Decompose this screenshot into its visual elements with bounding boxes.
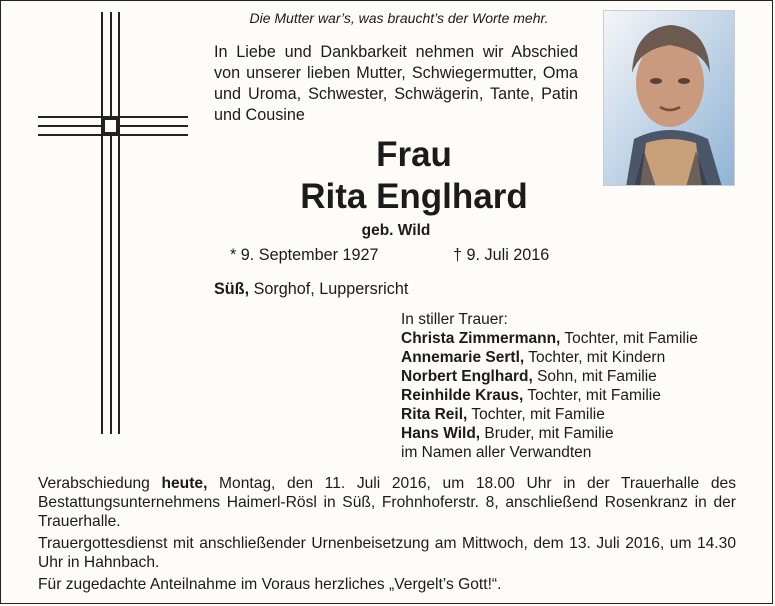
- thanks-paragraph: Für zugedachte Anteilnahme im Voraus herzliches „Vergelt’s Gott!“.: [38, 576, 502, 593]
- mourner-name: Hans Wild,: [401, 425, 481, 442]
- mourner-relation: Bruder, mit Familie: [480, 425, 614, 442]
- service-info: [38, 474, 736, 597]
- mourner-name: Reinhilde Kraus,: [401, 387, 524, 404]
- death-date: † 9. Juli 2016: [453, 246, 550, 264]
- mourner-name: Christa Zimmermann,: [401, 330, 561, 347]
- mourners-closing: im Namen aller Verwandten: [401, 444, 592, 461]
- mourner-relation: Sohn, mit Familie: [532, 368, 657, 385]
- place-line: [214, 280, 408, 299]
- birth-date: * 9. September 1927: [230, 246, 379, 264]
- motto: Die Mutter war’s, was braucht’s der Worte mehr.: [249, 10, 549, 26]
- farewell-bold: heute,: [161, 475, 208, 492]
- place-rest: Sorghof, Luppersricht: [249, 280, 409, 298]
- mourners-list: [401, 310, 761, 462]
- mourner-relation: Tochter, mit Familie: [560, 330, 698, 347]
- mourner-name: Annemarie Sertl,: [401, 349, 525, 366]
- mourner-relation: Tochter, mit Kindern: [524, 349, 666, 366]
- mourner-name: Norbert Englhard,: [401, 368, 533, 385]
- farewell-paragraph: [38, 474, 736, 531]
- mourner-name: Rita Reil,: [401, 406, 468, 423]
- mourner-row: [401, 348, 761, 367]
- mourner-row: [401, 405, 761, 424]
- portrait-photo: [603, 10, 735, 186]
- farewell-start: Verabschiedung: [38, 475, 162, 492]
- deceased-title: [214, 134, 614, 218]
- deceased-name: Rita Englhard: [300, 177, 528, 216]
- intro-text: In Liebe und Dankbarkeit nehmen wir Abschied von unserer lieben Mutter, Schwiegermutter, Oma und Uroma, Schwester, Schwägerin, Tante, Patin und Cousine: [214, 43, 578, 124]
- mourner-row: [401, 424, 761, 443]
- farewell-rest: Montag, den 11. Juli 2016, um 18.00 Uhr in der Trauerhalle des Bestattungsunternehmens Haimerl-Rösl in Süß, Frohnhoferstr. 8, anschließend Rosenkranz in der Trauerhalle.: [38, 475, 736, 530]
- mourner-row: [401, 367, 761, 386]
- mass-paragraph: Trauergottesdienst mit anschließender Urnenbeisetzung am Mittwoch, dem 13. Juli 2016, um 14.30 Uhr in Hahnbach.: [38, 535, 736, 571]
- cross-icon: [38, 12, 188, 436]
- maiden-name: geb. Wild: [361, 222, 431, 239]
- mourner-row: [401, 329, 761, 348]
- mourner-relation: Tochter, mit Familie: [467, 406, 605, 423]
- mourner-relation: Tochter, mit Familie: [523, 387, 661, 404]
- mourners-heading: In stiller Trauer:: [401, 311, 508, 328]
- place-bold: Süß,: [214, 280, 250, 298]
- title-salutation: Frau: [376, 135, 452, 174]
- mourner-row: [401, 386, 761, 405]
